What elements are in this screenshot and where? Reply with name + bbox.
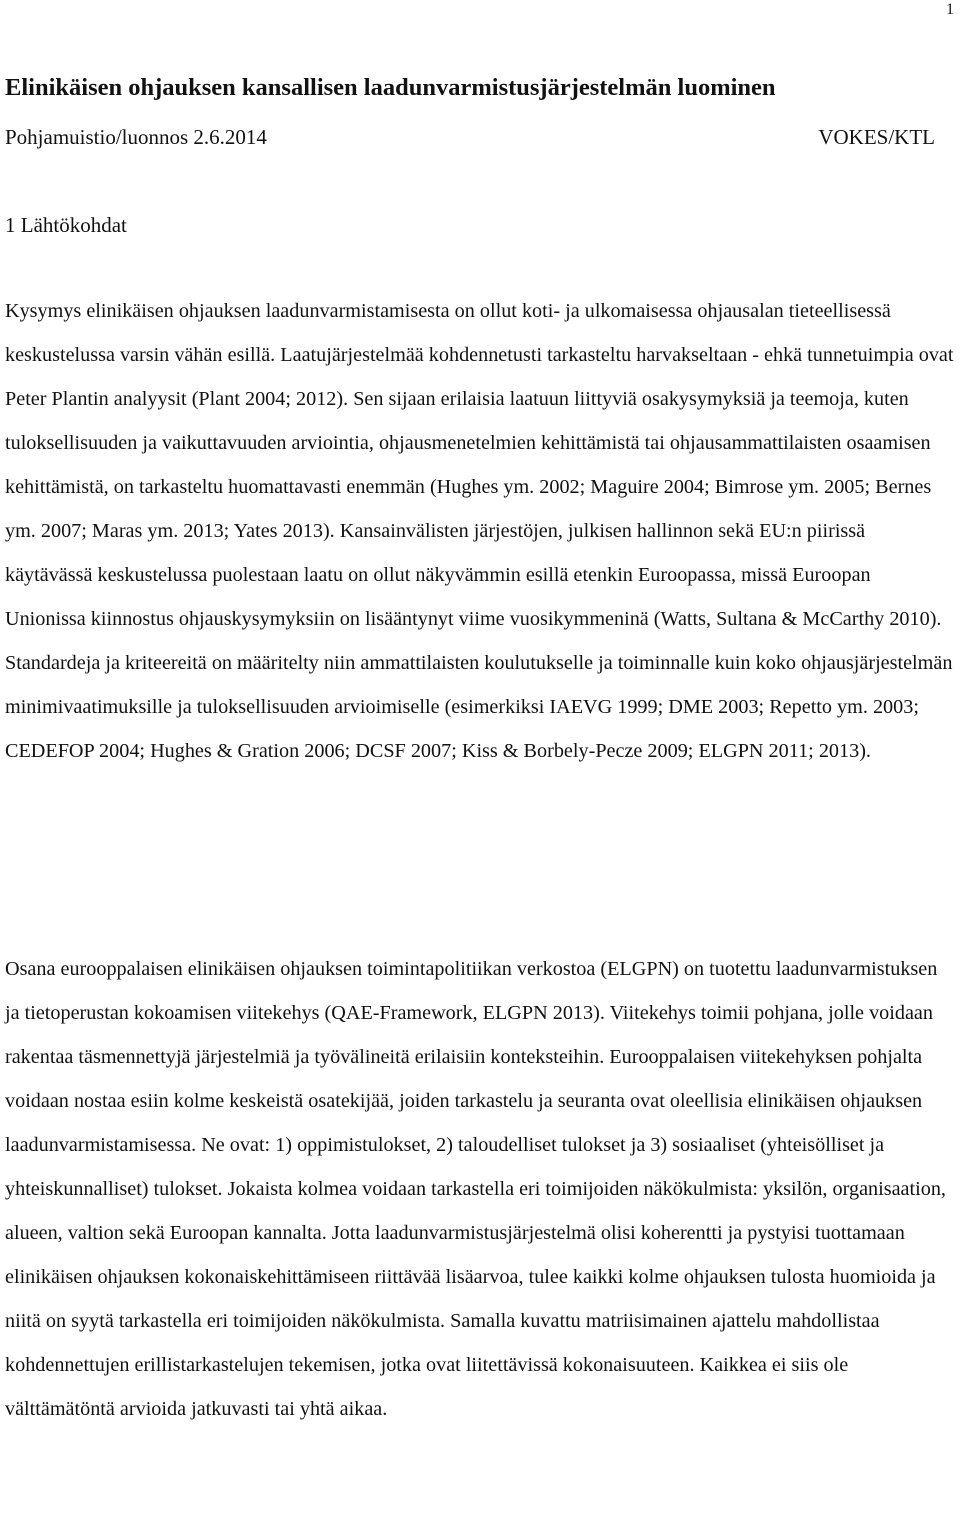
draft-info: Pohjamuistio/luonnos 2.6.2014 xyxy=(5,125,267,149)
body-paragraph: Kysymys elinikäisen ohjauksen laadunvarmistamisesta on ollut koti- ja ulkomaisessa ohjausalan tieteellisessä keskustelussa varsin vähän esillä. Laatujärjestelmää kohdennetusti tarkasteltu harvakseltaan - ehkä tunnetuimpia ovat Peter Plantin analyysit (Plant 2004; 2012). Sen sijaan erilaisia laatuun liittyviä osakysymyksiä ja teemoja, kuten tuloksellisuuden ja vaikuttavuuden arviointia, ohjausmenetelmien kehittämistä tai ohjausammattilaisten osaamisen kehittämistä, on tarkasteltu huomattavasti enemmän (Hughes ym. 2002; Maguire 2004; Bimrose ym. 2005; Bernes ym. 2007; Maras ym. 2013; Yates 2013). Kansainvälisten järjestöjen, julkisen hallinnon sekä EU:n piirissä käytävässä keskustelussa puolestaan laatu on ollut näkyvämmin esillä etenkin Euroopassa, missä Euroopan Unionissa kiinnostus ohjauskysymyksiin on lisääntynyt viime vuosikymmeninä (Watts, Sultana & McCarthy 2010). Standardeja ja kriteereitä on määritelty niin ammattilaisten koulutukselle ja toiminnalle kuin koko ohjausjärjestelmän minimivaatimuksille ja tuloksellisuuden arvioimiselle (esimerkiksi IAEVG 1999; DME 2003; Repetto ym. 2003; CEDEFOP 2004; Hughes & Gration 2006; DCSF 2007; Kiss & Borbely-Pecze 2009; ELGPN 2011; 2013). xyxy=(5,300,954,762)
body-paragraph: Osana eurooppalaisen elinikäisen ohjauksen toimintapolitiikan verkostoa (ELGPN) on tuotettu laadunvarmistuksen ja tietoperustan kokoamisen viitekehys (QAE-Framework, ELGPN 2013). Viitekehys toimii pohjana, jolle voidaan rakentaa täsmennettyjä järjestelmiä ja työvälineitä erilaisiin konteksteihin. Eurooppalaisen viitekehyksen pohjalta voidaan nostaa esiin kolme keskeistä osatekijää, joiden tarkastelu ja seuranta ovat oleellisia elinikäisen ohjauksen laadunvarmistamisessa. Ne ovat: 1) oppimistulokset, 2) taloudelliset tulokset ja 3) sosiaaliset (yhteisölliset ja yhteiskunnalliset) tulokset. Jokaista kolmea voidaan tarkastella eri toimijoiden näkökulmista: yksilön, organisaation, alueen, valtion sekä Euroopan kannalta. Jotta laadunvarmistusjärjestelmä olisi koherentti ja pystyisi tuottamaan elinikäisen ohjauksen kokonaiskehittämiseen riittävää lisäarvoa, tulee kaikki kolme ohjauksen tulosta huomioida ja niitä on syytä tarkastella eri toimijoiden näkökulmista. Samalla kuvattu matriisimainen ajattelu mahdollistaa kohdennettujen erillistarkastelujen tekemisen, jotka ovat liitettävissä kokonaisuuteen. Kaikkea ei siis ole välttämätöntä arvioida jatkuvasti tai yhtä aikaa. xyxy=(5,958,946,1420)
page-number: 1 xyxy=(946,1,954,18)
document-title: Elinikäisen ohjauksen kansallisen laadunvarmistusjärjestelmän luominen xyxy=(5,74,776,101)
section-heading: 1 Lähtökohdat xyxy=(5,213,127,237)
document-subtitle-row xyxy=(5,121,935,153)
organization-label: VOKES/KTL xyxy=(818,125,935,149)
